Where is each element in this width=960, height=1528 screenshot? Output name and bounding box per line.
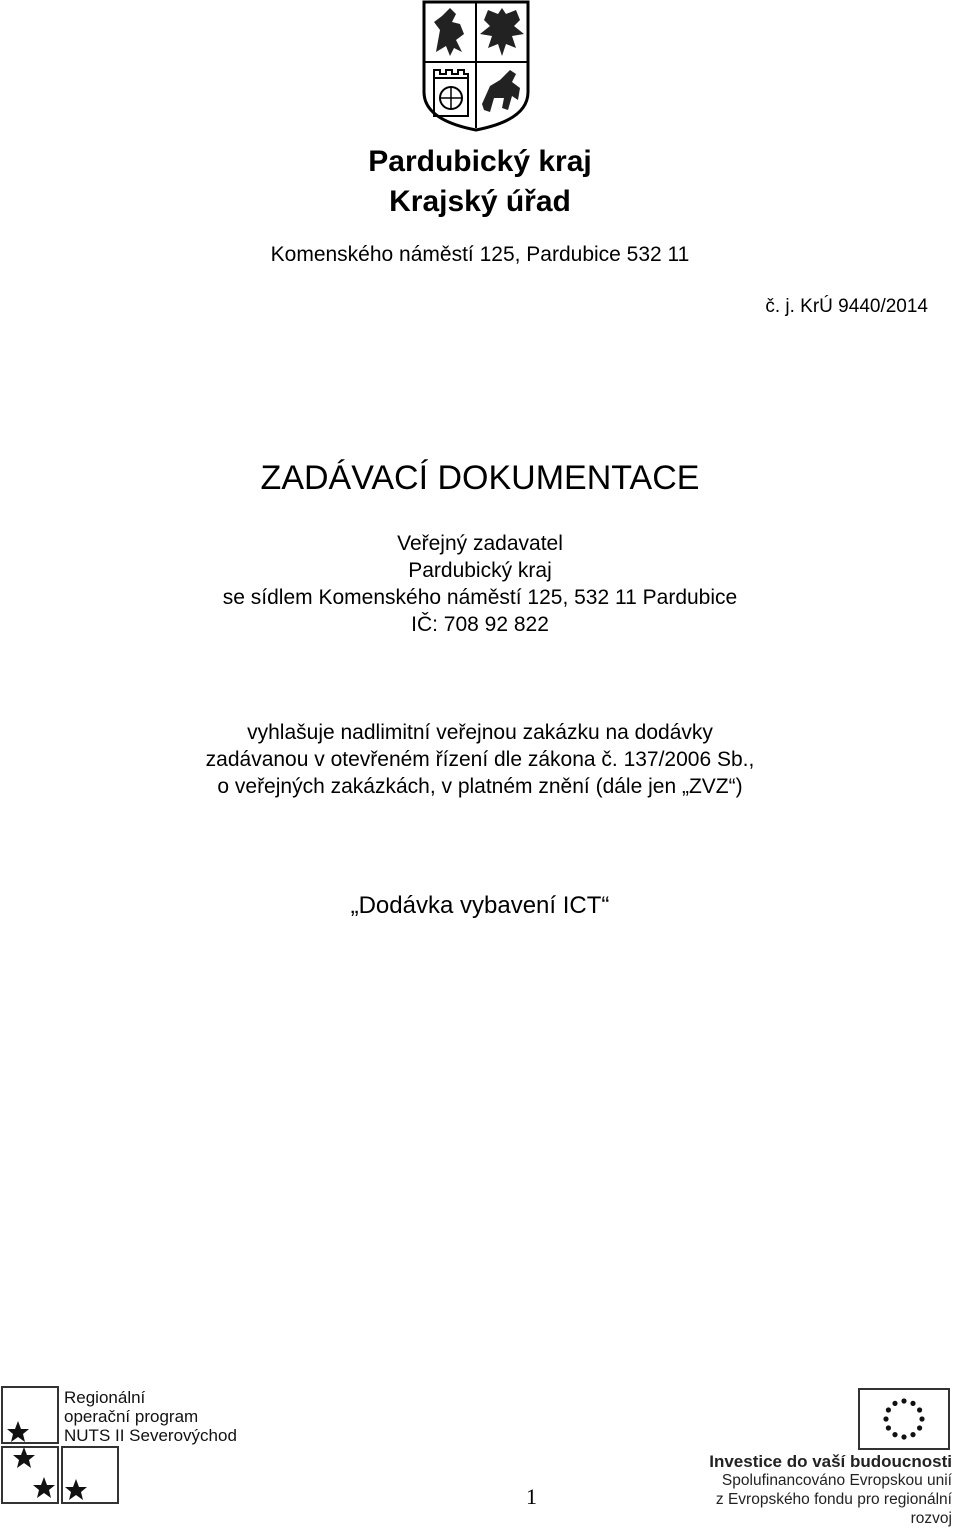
announcement-line-3: o veřejných zakázkách, v platném znění (dále jen „ZVZ“) (217, 775, 743, 798)
coat-of-arms-icon (420, 0, 532, 132)
office-address: Komenského náměstí 125, Pardubice 532 11 (270, 243, 690, 266)
authority-line-1: Veřejný zadavatel (397, 532, 563, 555)
reference-number: č. j. KrÚ 9440/2014 (765, 296, 928, 317)
rop-text-line: NUTS II Severovýchod (64, 1426, 237, 1445)
rop-text (64, 1388, 237, 1445)
eu-text-line: Investice do vaší budoucnosti (709, 1452, 952, 1471)
rop-text-line: Regionální (64, 1388, 146, 1407)
contract-name: „Dodávka vybavení ICT“ (350, 892, 610, 919)
authority-line-2: Pardubický kraj (408, 559, 552, 582)
eu-text-line: z Evropského fondu pro regionální rozvoj (715, 1491, 952, 1527)
page-number: 1 (526, 1484, 537, 1509)
rop-text-line: operační program (64, 1407, 199, 1426)
eu-text (700, 1452, 952, 1528)
announcement-line-1: vyhlašuje nadlimitní veřejnou zakázku na dodávky (247, 721, 713, 744)
eu-flag-icon (858, 1388, 950, 1450)
authority-line-3: se sídlem Komenského náměstí 125, 532 11 Pardubice (222, 586, 738, 609)
office-name: Krajský úřad (389, 185, 571, 218)
eu-text-line: Spolufinancováno Evropskou unií (721, 1472, 952, 1489)
announcement-line-2: zadávanou v otevřeném řízení dle zákona č. 137/2006 Sb., (205, 748, 755, 771)
document-title: ZADÁVACÍ DOKUMENTACE (260, 459, 700, 497)
authority-line-4: IČ: 708 92 822 (411, 613, 549, 636)
org-name: Pardubický kraj (368, 145, 592, 178)
